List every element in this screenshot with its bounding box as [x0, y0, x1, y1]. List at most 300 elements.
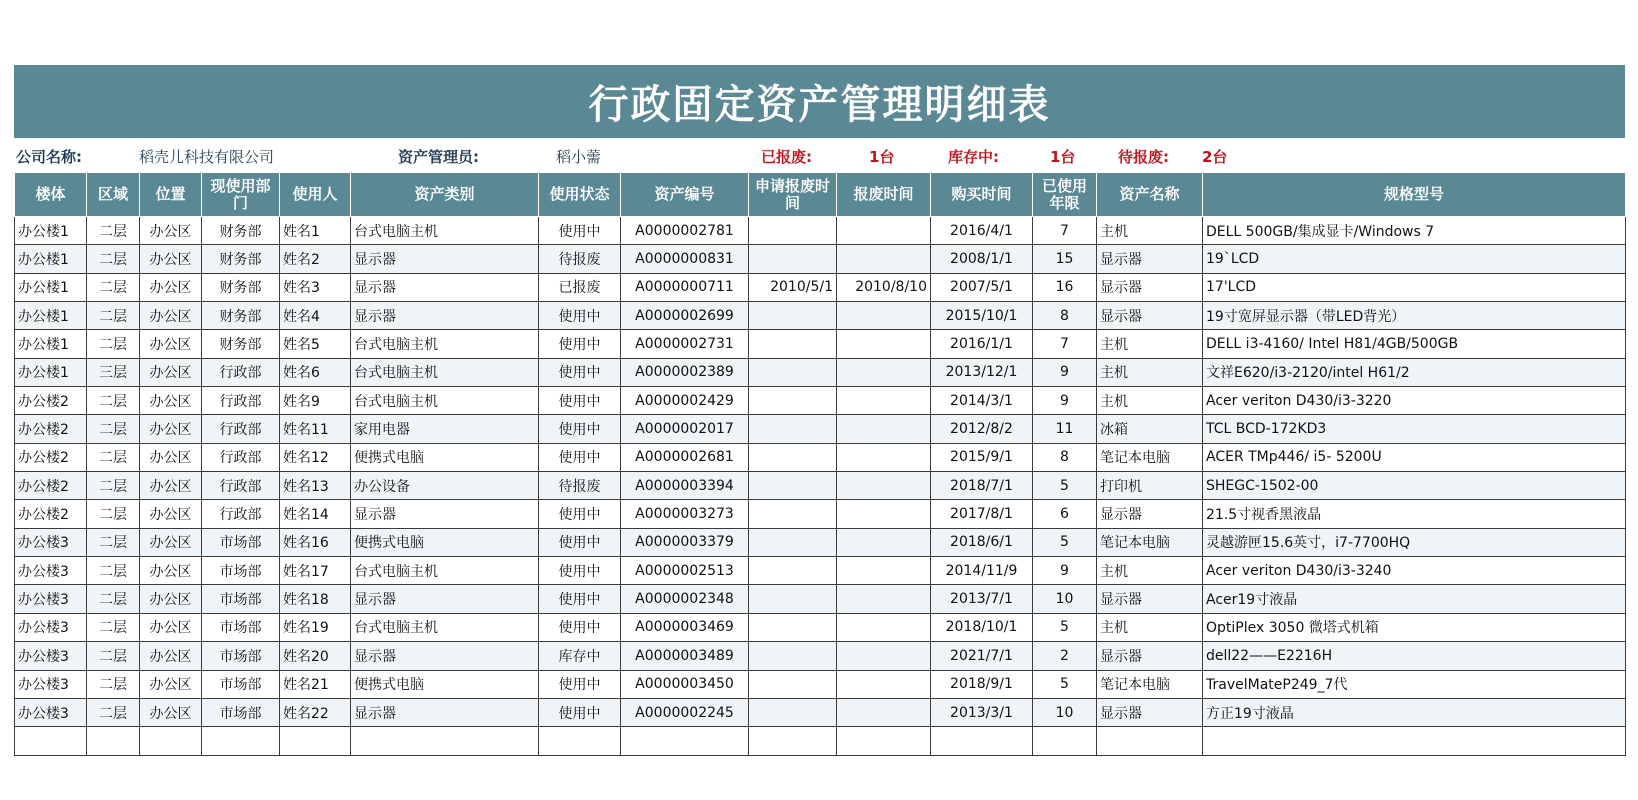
table-cell[interactable] [351, 727, 539, 755]
table-cell[interactable]: 显示器 [1097, 273, 1203, 301]
table-cell[interactable]: 二层 [87, 670, 140, 698]
table-cell[interactable] [837, 727, 931, 755]
table-cell[interactable]: 办公楼3 [15, 642, 87, 670]
table-cell[interactable]: 使用中 [539, 443, 621, 471]
table-cell[interactable]: TravelMateP249_7代 [1203, 670, 1626, 698]
table-cell[interactable]: 办公楼2 [15, 472, 87, 500]
table-cell[interactable] [749, 245, 837, 273]
table-cell[interactable]: 使用中 [539, 613, 621, 641]
table-cell[interactable]: 办公楼1 [15, 217, 87, 245]
table-cell[interactable]: 19`LCD [1203, 245, 1626, 273]
table-cell[interactable] [749, 330, 837, 358]
table-cell[interactable] [749, 387, 837, 415]
table-cell[interactable]: 显示器 [1097, 698, 1203, 726]
table-cell[interactable]: 显示器 [1097, 302, 1203, 330]
table-cell[interactable] [539, 727, 621, 755]
table-cell[interactable] [1033, 727, 1097, 755]
column-header[interactable]: 位置 [140, 173, 202, 217]
table-cell[interactable] [837, 358, 931, 386]
table-cell[interactable]: 2010/5/1 [749, 273, 837, 301]
table-cell[interactable] [837, 415, 931, 443]
table-cell[interactable]: 2016/4/1 [931, 217, 1033, 245]
table-cell[interactable]: 二层 [87, 500, 140, 528]
table-cell[interactable] [837, 500, 931, 528]
table-cell[interactable]: 21.5寸视香黑液晶 [1203, 500, 1626, 528]
table-cell[interactable]: 使用中 [539, 698, 621, 726]
table-cell[interactable]: ACER TMp446/ i5- 5200U [1203, 443, 1626, 471]
table-cell[interactable]: 2015/10/1 [931, 302, 1033, 330]
table-cell[interactable]: 办公区 [140, 358, 202, 386]
table-row[interactable] [15, 500, 1626, 528]
table-row[interactable] [15, 387, 1626, 415]
column-header[interactable]: 现使用部门 [202, 173, 280, 217]
table-cell[interactable]: A0000002245 [621, 698, 749, 726]
table-row[interactable] [15, 415, 1626, 443]
table-cell[interactable]: Acer veriton D430/i3-3240 [1203, 557, 1626, 585]
table-cell[interactable]: 办公区 [140, 557, 202, 585]
table-cell[interactable]: 显示器 [1097, 245, 1203, 273]
table-cell[interactable]: 主机 [1097, 330, 1203, 358]
table-cell[interactable]: A0000003450 [621, 670, 749, 698]
table-cell[interactable]: A0000003273 [621, 500, 749, 528]
table-cell[interactable]: 使用中 [539, 500, 621, 528]
table-cell[interactable]: 笔记本电脑 [1097, 528, 1203, 556]
table-row[interactable] [15, 330, 1626, 358]
table-cell[interactable]: A0000003379 [621, 528, 749, 556]
table-cell[interactable]: 办公区 [140, 302, 202, 330]
table-cell[interactable]: 8 [1033, 443, 1097, 471]
table-cell[interactable] [749, 217, 837, 245]
table-row[interactable] [15, 217, 1626, 245]
column-header[interactable]: 资产编号 [621, 173, 749, 217]
table-cell[interactable]: 办公楼3 [15, 585, 87, 613]
table-row[interactable] [15, 528, 1626, 556]
table-cell[interactable]: 台式电脑主机 [351, 358, 539, 386]
column-header[interactable]: 资产类别 [351, 173, 539, 217]
table-cell[interactable]: 财务部 [202, 273, 280, 301]
table-row[interactable] [15, 670, 1626, 698]
table-cell[interactable]: 二层 [87, 557, 140, 585]
table-cell[interactable] [15, 727, 87, 755]
table-cell[interactable]: 主机 [1097, 358, 1203, 386]
table-cell[interactable]: 行政部 [202, 443, 280, 471]
table-cell[interactable]: 9 [1033, 387, 1097, 415]
table-cell[interactable] [749, 585, 837, 613]
table-cell[interactable]: 市场部 [202, 528, 280, 556]
table-cell[interactable]: 姓名9 [280, 387, 351, 415]
table-cell[interactable]: 市场部 [202, 613, 280, 641]
table-cell[interactable]: 姓名3 [280, 273, 351, 301]
table-cell[interactable]: 5 [1033, 613, 1097, 641]
table-cell[interactable]: 冰箱 [1097, 415, 1203, 443]
table-cell[interactable]: 财务部 [202, 302, 280, 330]
table-cell[interactable]: 办公楼3 [15, 698, 87, 726]
manager-value: 稻小薷 [556, 148, 602, 166]
table-cell[interactable]: 2 [1033, 642, 1097, 670]
table-cell[interactable] [749, 613, 837, 641]
table-cell[interactable]: 市场部 [202, 557, 280, 585]
table-cell[interactable]: A0000003394 [621, 472, 749, 500]
table-cell[interactable]: 财务部 [202, 330, 280, 358]
table-cell[interactable]: A0000002429 [621, 387, 749, 415]
table-cell[interactable]: SHEGC-1502-00 [1203, 472, 1626, 500]
table-cell[interactable]: 行政部 [202, 358, 280, 386]
table-cell[interactable]: DELL i3-4160/ Intel H81/4GB/500GB [1203, 330, 1626, 358]
table-cell[interactable]: 2018/9/1 [931, 670, 1033, 698]
table-cell[interactable]: 姓名12 [280, 443, 351, 471]
table-cell[interactable]: 办公区 [140, 528, 202, 556]
table-cell[interactable]: 台式电脑主机 [351, 557, 539, 585]
table-cell[interactable]: 办公楼1 [15, 273, 87, 301]
table-cell[interactable] [749, 727, 837, 755]
table-cell[interactable] [837, 698, 931, 726]
table-cell[interactable]: 17'LCD [1203, 273, 1626, 301]
table-cell[interactable]: 办公区 [140, 443, 202, 471]
table-cell[interactable]: 库存中 [539, 642, 621, 670]
table-cell[interactable] [749, 698, 837, 726]
table-cell[interactable]: 2018/10/1 [931, 613, 1033, 641]
table-cell[interactable]: 办公区 [140, 330, 202, 358]
table-cell[interactable]: 二层 [87, 585, 140, 613]
column-header[interactable]: 申请报废时间 [749, 173, 837, 217]
table-cell[interactable]: 办公楼2 [15, 443, 87, 471]
table-cell[interactable] [931, 727, 1033, 755]
table-cell[interactable]: 文祥E620/i3-2120/intel H61/2 [1203, 358, 1626, 386]
table-cell[interactable]: 行政部 [202, 387, 280, 415]
table-cell[interactable] [837, 302, 931, 330]
table-cell[interactable]: 2008/1/1 [931, 245, 1033, 273]
table-cell[interactable]: 5 [1033, 472, 1097, 500]
table-row[interactable] [15, 273, 1626, 301]
table-cell[interactable]: 二层 [87, 217, 140, 245]
table-cell[interactable]: A0000002513 [621, 557, 749, 585]
table-cell[interactable]: 办公楼1 [15, 358, 87, 386]
table-cell[interactable]: 显示器 [351, 302, 539, 330]
table-row[interactable] [15, 698, 1626, 726]
table-cell[interactable]: 使用中 [539, 557, 621, 585]
table-cell[interactable]: Acer19寸液晶 [1203, 585, 1626, 613]
table-cell[interactable]: 使用中 [539, 358, 621, 386]
table-cell[interactable]: 使用中 [539, 415, 621, 443]
table-cell[interactable]: 姓名16 [280, 528, 351, 556]
table-cell[interactable] [749, 670, 837, 698]
table-cell[interactable]: 二层 [87, 330, 140, 358]
table-cell[interactable]: 三层 [87, 358, 140, 386]
table-cell[interactable]: A0000002699 [621, 302, 749, 330]
table-cell[interactable] [749, 358, 837, 386]
table-cell[interactable]: 办公楼1 [15, 302, 87, 330]
table-cell[interactable]: 姓名14 [280, 500, 351, 528]
table-cell[interactable]: 2007/5/1 [931, 273, 1033, 301]
table-cell[interactable]: 使用中 [539, 302, 621, 330]
table-cell[interactable] [749, 443, 837, 471]
table-cell[interactable] [749, 557, 837, 585]
table-cell[interactable]: 办公区 [140, 670, 202, 698]
table-cell[interactable] [749, 472, 837, 500]
table-row[interactable] [15, 642, 1626, 670]
table-cell[interactable]: A0000000831 [621, 245, 749, 273]
table-cell[interactable] [140, 727, 202, 755]
table-cell[interactable]: 财务部 [202, 217, 280, 245]
table-cell[interactable]: 办公楼1 [15, 245, 87, 273]
table-cell[interactable]: 10 [1033, 585, 1097, 613]
table-cell[interactable] [837, 472, 931, 500]
table-cell[interactable]: 便携式电脑 [351, 443, 539, 471]
table-cell[interactable]: 办公楼2 [15, 387, 87, 415]
table-cell[interactable]: 姓名21 [280, 670, 351, 698]
table-cell[interactable]: 二层 [87, 613, 140, 641]
table-cell[interactable]: 办公区 [140, 387, 202, 415]
table-cell[interactable]: 台式电脑主机 [351, 613, 539, 641]
table-cell[interactable]: 市场部 [202, 585, 280, 613]
table-cell[interactable]: 15 [1033, 245, 1097, 273]
table-cell[interactable]: 财务部 [202, 245, 280, 273]
table-cell[interactable]: 2014/3/1 [931, 387, 1033, 415]
table-cell[interactable]: 市场部 [202, 698, 280, 726]
table-cell[interactable]: 显示器 [351, 698, 539, 726]
table-cell[interactable]: 二层 [87, 245, 140, 273]
table-cell[interactable]: 2013/12/1 [931, 358, 1033, 386]
column-header[interactable]: 购买时间 [931, 173, 1033, 217]
table-cell[interactable]: 灵越游匣15.6英寸，i7-7700HQ [1203, 528, 1626, 556]
table-cell[interactable]: dell22——E2216H [1203, 642, 1626, 670]
table-cell[interactable]: 办公区 [140, 415, 202, 443]
table-cell[interactable]: 2018/7/1 [931, 472, 1033, 500]
table-cell[interactable]: 2012/8/2 [931, 415, 1033, 443]
table-cell[interactable]: 2021/7/1 [931, 642, 1033, 670]
table-cell[interactable]: 5 [1033, 528, 1097, 556]
table-cell[interactable]: 使用中 [539, 670, 621, 698]
table-cell[interactable]: 台式电脑主机 [351, 330, 539, 358]
table-cell[interactable]: A0000002348 [621, 585, 749, 613]
table-cell[interactable]: 使用中 [539, 387, 621, 415]
table-row[interactable] [15, 727, 1626, 755]
table-cell[interactable]: 姓名4 [280, 302, 351, 330]
table-cell[interactable]: 行政部 [202, 472, 280, 500]
table-cell[interactable]: 2017/8/1 [931, 500, 1033, 528]
table-cell[interactable]: 待报废 [539, 245, 621, 273]
table-cell[interactable]: 5 [1033, 670, 1097, 698]
table-row[interactable] [15, 358, 1626, 386]
table-cell[interactable] [749, 642, 837, 670]
table-cell[interactable]: 显示器 [351, 500, 539, 528]
table-cell[interactable]: 主机 [1097, 613, 1203, 641]
column-header[interactable]: 楼体 [15, 173, 87, 217]
column-header[interactable]: 报废时间 [837, 173, 931, 217]
table-cell[interactable] [837, 585, 931, 613]
table-cell[interactable]: 办公区 [140, 500, 202, 528]
table-cell[interactable]: A0000002781 [621, 217, 749, 245]
table-cell[interactable]: 家用电器 [351, 415, 539, 443]
table-cell[interactable]: A0000002017 [621, 415, 749, 443]
table-cell[interactable]: 主机 [1097, 387, 1203, 415]
table-cell[interactable]: 办公区 [140, 217, 202, 245]
table-cell[interactable]: 二层 [87, 302, 140, 330]
table-cell[interactable] [1097, 727, 1203, 755]
table-cell[interactable]: 笔记本电脑 [1097, 670, 1203, 698]
table-cell[interactable] [837, 245, 931, 273]
table-cell[interactable]: 便携式电脑 [351, 670, 539, 698]
table-cell[interactable]: 19寸宽屏显示器（带LED背光） [1203, 302, 1626, 330]
table-cell[interactable]: 二层 [87, 273, 140, 301]
table-cell[interactable]: 显示器 [351, 273, 539, 301]
table-cell[interactable]: 主机 [1097, 217, 1203, 245]
table-cell[interactable]: 姓名1 [280, 217, 351, 245]
table-cell[interactable]: 行政部 [202, 500, 280, 528]
table-cell[interactable]: A0000002731 [621, 330, 749, 358]
table-cell[interactable]: 办公楼3 [15, 528, 87, 556]
table-cell[interactable]: 姓名13 [280, 472, 351, 500]
table-cell[interactable]: 台式电脑主机 [351, 217, 539, 245]
table-cell[interactable] [749, 302, 837, 330]
table-cell[interactable]: 姓名6 [280, 358, 351, 386]
table-cell[interactable] [202, 727, 280, 755]
column-header[interactable]: 区域 [87, 173, 140, 217]
table-cell[interactable]: 使用中 [539, 217, 621, 245]
table-cell[interactable]: 显示器 [351, 585, 539, 613]
table-row[interactable] [15, 557, 1626, 585]
table-cell[interactable]: 二层 [87, 698, 140, 726]
table-cell[interactable]: 二层 [87, 528, 140, 556]
table-cell[interactable]: 9 [1033, 557, 1097, 585]
table-cell[interactable] [837, 217, 931, 245]
table-cell[interactable] [749, 415, 837, 443]
column-header[interactable]: 使用人 [280, 173, 351, 217]
table-cell[interactable]: 办公区 [140, 585, 202, 613]
table-cell[interactable]: TCL BCD-172KD3 [1203, 415, 1626, 443]
table-cell[interactable]: A0000003489 [621, 642, 749, 670]
table-cell[interactable] [837, 443, 931, 471]
column-header[interactable]: 已使用年限 [1033, 173, 1097, 217]
table-cell[interactable]: 显示器 [1097, 500, 1203, 528]
table-cell[interactable] [749, 528, 837, 556]
table-row[interactable] [15, 472, 1626, 500]
table-row[interactable] [15, 585, 1626, 613]
table-cell[interactable]: 7 [1033, 217, 1097, 245]
table-cell[interactable]: 2013/7/1 [931, 585, 1033, 613]
table-cell[interactable]: 使用中 [539, 330, 621, 358]
table-cell[interactable]: 显示器 [1097, 642, 1203, 670]
table-cell[interactable] [1203, 727, 1626, 755]
table-cell[interactable]: 2016/1/1 [931, 330, 1033, 358]
table-cell[interactable]: 11 [1033, 415, 1097, 443]
table-cell[interactable]: 姓名2 [280, 245, 351, 273]
column-header[interactable]: 使用状态 [539, 173, 621, 217]
table-cell[interactable]: 办公楼3 [15, 557, 87, 585]
table-row[interactable] [15, 443, 1626, 471]
table-cell[interactable]: 使用中 [539, 585, 621, 613]
table-cell[interactable]: 主机 [1097, 557, 1203, 585]
table-cell[interactable]: 便携式电脑 [351, 528, 539, 556]
table-cell[interactable]: 二层 [87, 642, 140, 670]
table-cell[interactable]: OptiPlex 3050 微塔式机箱 [1203, 613, 1626, 641]
table-cell[interactable]: 16 [1033, 273, 1097, 301]
table-cell[interactable]: 办公楼3 [15, 613, 87, 641]
table-row[interactable] [15, 302, 1626, 330]
table-row[interactable] [15, 245, 1626, 273]
table-cell[interactable]: 办公楼2 [15, 415, 87, 443]
table-cell[interactable]: 6 [1033, 500, 1097, 528]
table-cell[interactable] [837, 670, 931, 698]
table-cell[interactable] [837, 642, 931, 670]
table-cell[interactable]: 办公区 [140, 273, 202, 301]
table-cell[interactable]: A0000003469 [621, 613, 749, 641]
table-cell[interactable]: 7 [1033, 330, 1097, 358]
table-cell[interactable]: 市场部 [202, 642, 280, 670]
table-cell[interactable]: 8 [1033, 302, 1097, 330]
table-cell[interactable]: 2015/9/1 [931, 443, 1033, 471]
table-cell[interactable]: 2014/11/9 [931, 557, 1033, 585]
table-cell[interactable]: 姓名22 [280, 698, 351, 726]
table-cell[interactable]: 办公区 [140, 642, 202, 670]
table-cell[interactable] [837, 613, 931, 641]
table-cell[interactable] [749, 500, 837, 528]
table-cell[interactable]: 办公楼3 [15, 670, 87, 698]
table-cell[interactable]: 台式电脑主机 [351, 387, 539, 415]
table-cell[interactable]: 姓名11 [280, 415, 351, 443]
table-cell[interactable]: 姓名19 [280, 613, 351, 641]
table-cell[interactable]: A0000002389 [621, 358, 749, 386]
table-cell[interactable]: 二层 [87, 472, 140, 500]
table-cell[interactable]: 行政部 [202, 415, 280, 443]
table-cell[interactable] [837, 330, 931, 358]
table-cell[interactable]: 显示器 [351, 245, 539, 273]
column-header[interactable]: 规格型号 [1203, 173, 1626, 217]
table-cell[interactable]: 打印机 [1097, 472, 1203, 500]
table-row[interactable] [15, 613, 1626, 641]
table-cell[interactable]: 已报废 [539, 273, 621, 301]
table-cell[interactable]: 姓名18 [280, 585, 351, 613]
table-cell[interactable]: A0000000711 [621, 273, 749, 301]
column-header[interactable]: 资产名称 [1097, 173, 1203, 217]
table-cell[interactable]: 办公楼1 [15, 330, 87, 358]
table-cell[interactable]: 姓名17 [280, 557, 351, 585]
table-cell[interactable] [837, 557, 931, 585]
table-cell[interactable]: A0000002681 [621, 443, 749, 471]
table-cell[interactable]: 姓名20 [280, 642, 351, 670]
table-cell[interactable]: 2018/6/1 [931, 528, 1033, 556]
table-cell[interactable]: Acer veriton D430/i3-3220 [1203, 387, 1626, 415]
table-cell[interactable]: 市场部 [202, 670, 280, 698]
table-cell[interactable]: 9 [1033, 358, 1097, 386]
table-cell[interactable]: 笔记本电脑 [1097, 443, 1203, 471]
table-cell[interactable]: 2013/3/1 [931, 698, 1033, 726]
table-cell[interactable] [87, 727, 140, 755]
table-cell[interactable]: 2010/8/10 [837, 273, 931, 301]
table-cell[interactable]: 办公区 [140, 472, 202, 500]
table-cell[interactable]: 办公区 [140, 245, 202, 273]
table-cell[interactable]: 办公区 [140, 698, 202, 726]
table-cell[interactable]: DELL 500GB/集成显卡/Windows 7 [1203, 217, 1626, 245]
table-cell[interactable]: 二层 [87, 387, 140, 415]
table-cell[interactable]: 方正19寸液晶 [1203, 698, 1626, 726]
table-cell[interactable]: 待报废 [539, 472, 621, 500]
table-cell[interactable]: 办公楼2 [15, 500, 87, 528]
table-cell[interactable]: 显示器 [1097, 585, 1203, 613]
table-cell[interactable]: 办公区 [140, 613, 202, 641]
table-cell[interactable] [837, 387, 931, 415]
table-cell[interactable]: 姓名5 [280, 330, 351, 358]
table-cell[interactable]: 二层 [87, 443, 140, 471]
table-cell[interactable]: 10 [1033, 698, 1097, 726]
table-cell[interactable]: 使用中 [539, 528, 621, 556]
table-cell[interactable]: 二层 [87, 415, 140, 443]
table-cell[interactable] [621, 727, 749, 755]
table-cell[interactable] [837, 528, 931, 556]
table-cell[interactable] [280, 727, 351, 755]
table-cell[interactable]: 显示器 [351, 642, 539, 670]
table-cell[interactable]: 办公设备 [351, 472, 539, 500]
